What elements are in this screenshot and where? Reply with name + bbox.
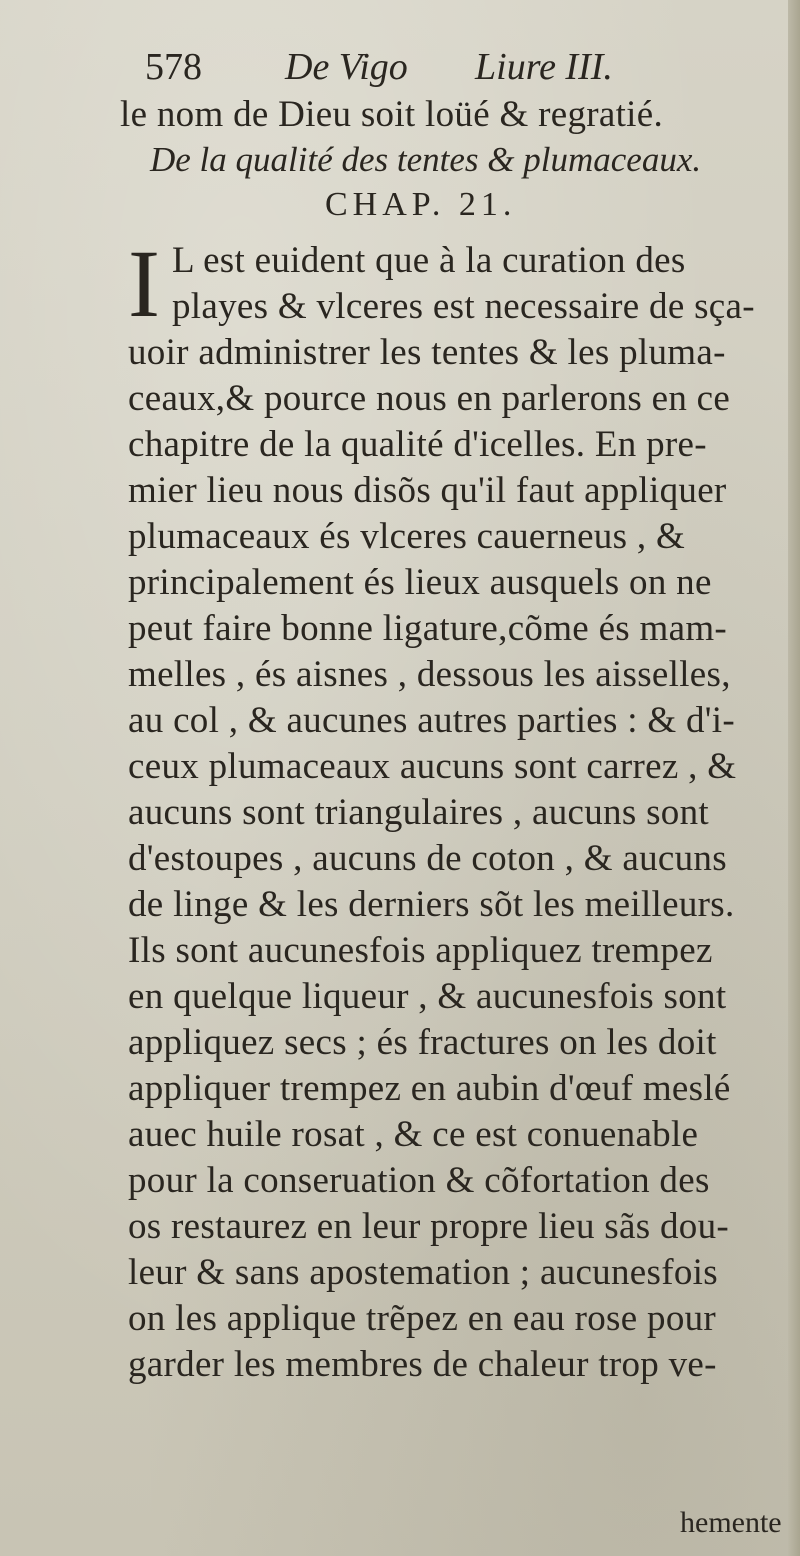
text-line: de linge & les derniers sõt les meilleurs. (128, 884, 735, 925)
text-line: chapitre de la qualité d'icelles. En pre- (128, 424, 707, 465)
text-line: ceux plumaceaux aucuns sont carrez , & (128, 746, 737, 787)
text-line: appliquez secs ; és fractures on les doit (128, 1022, 717, 1063)
text-line: auec huile rosat , & ce est conuenable (128, 1114, 699, 1155)
text-line: on les applique trẽpez en eau rose pour (128, 1298, 717, 1339)
text-line: uoir administrer les tentes & les pluma- (128, 332, 726, 373)
text-line: melles , és aisnes , dessous les aisselles, (128, 654, 731, 695)
book-number: Liure III. (475, 46, 613, 88)
text-line: leur & sans apostemation ; aucunesfois (128, 1252, 718, 1293)
text-line: plumaceaux és vlceres cauerneus , & (128, 516, 686, 557)
text-line: garder les membres de chaleur trop ve- (128, 1344, 717, 1385)
text-line: os restaurez en leur propre lieu sãs dou- (128, 1206, 729, 1247)
text-line: playes & vlceres est necessaire de sça- (172, 286, 755, 327)
opening-line: le nom de Dieu soit loüé & regratié. (120, 94, 664, 135)
page-number: 578 (145, 46, 202, 88)
text-line: en quelque liqueur , & aucunesfois sont (128, 976, 727, 1017)
text-line: aucuns sont triangulaires , aucuns sont (128, 792, 709, 833)
page-header (145, 42, 705, 92)
text-line: au col , & aucunes autres parties : & d'i- (128, 700, 735, 741)
text-line: L est euident que à la curation des (172, 240, 686, 281)
text-line: principalement és lieux ausquels on ne (128, 562, 712, 603)
text-line: peut faire bonne ligature,cõme és mam- (128, 608, 728, 649)
text-line: ceaux,& pource nous en parlerons en ce (128, 378, 731, 419)
text-line: mier lieu nous disõs qu'il faut appliquer (128, 470, 727, 511)
running-title: De Vigo (285, 46, 408, 88)
text-line: appliquer trempez en aubin d'œuf meslé (128, 1068, 731, 1109)
catchword: hemente (680, 1506, 782, 1539)
text-line: d'estoupes , aucuns de coton , & aucuns (128, 838, 727, 879)
text-line: Ils sont aucunesfois appliquez trempez (128, 930, 713, 971)
text-line: pour la conseruation & cõfortation des (128, 1160, 710, 1201)
section-title: De la qualité des tentes & plumaceaux. (150, 140, 702, 179)
chapter-heading: CHAP. 21. (325, 186, 517, 223)
drop-capital: I (128, 230, 160, 337)
page-edge (788, 0, 800, 1556)
